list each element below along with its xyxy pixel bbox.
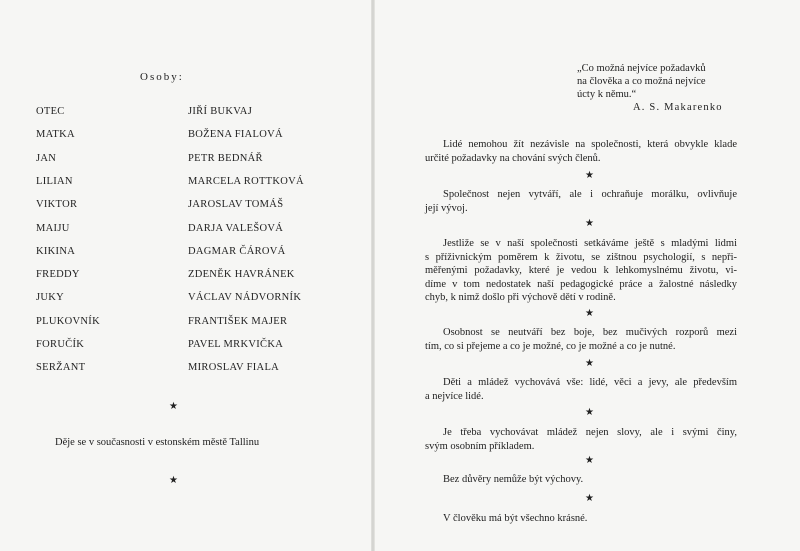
cast-row bbox=[0, 246, 372, 262]
text-paragraph bbox=[425, 138, 737, 165]
actor-name: FRANTIŠEK MAJER bbox=[188, 315, 288, 327]
text-paragraph bbox=[425, 426, 737, 453]
quote-author: A. S. Makarenko bbox=[633, 102, 723, 113]
star-ornament: ★ bbox=[585, 493, 594, 504]
role-name: PLUKOVNÍK bbox=[36, 315, 100, 327]
text-line: a nejvíce lidé. bbox=[425, 390, 484, 402]
role-name: FREDDY bbox=[36, 269, 80, 281]
actor-name: BOŽENA FIALOVÁ bbox=[188, 129, 283, 141]
text-paragraph bbox=[425, 237, 737, 305]
text-paragraph bbox=[425, 473, 737, 487]
text-line: Děti a mládež vychovává vše: lidé, věci a jevy, ale především bbox=[443, 377, 737, 388]
actor-name: DARJA VALEŠOVÁ bbox=[188, 222, 284, 234]
text-line: chyb, k nimž došlo při výchově dětí v rodině. bbox=[425, 292, 616, 304]
star-ornament: ★ bbox=[585, 407, 594, 418]
text-line: určité požadavky na chování svých členů. bbox=[425, 152, 601, 164]
actor-name: ZDENĚK HAVRÁNEK bbox=[188, 269, 295, 281]
cast-row bbox=[0, 339, 372, 355]
role-name: FORUČÍK bbox=[36, 339, 85, 350]
text-line: V člověku má být všechno krásné. bbox=[443, 513, 588, 524]
cast-row bbox=[0, 223, 372, 239]
cast-title: Osoby: bbox=[140, 71, 184, 83]
text-line: Bez důvěry nemůže být výchovy. bbox=[443, 474, 584, 485]
star-ornament: ★ bbox=[585, 170, 594, 181]
star-ornament: ★ bbox=[169, 401, 178, 412]
text-line: díme v tom nedostatek naší pedagogické práce a žalostné následky bbox=[425, 278, 737, 290]
text-line: svým osobním příkladem. bbox=[425, 440, 535, 452]
text-paragraph bbox=[425, 512, 737, 526]
role-name: VIKTOR bbox=[36, 199, 78, 211]
role-name: KIKINA bbox=[36, 245, 76, 257]
actor-name: VÁCLAV NÁDVORNÍK bbox=[188, 292, 302, 304]
actor-name: PETR BEDNÁŘ bbox=[188, 152, 263, 164]
quote-line: „Co možná nejvíce požadavků bbox=[577, 63, 706, 74]
text-line: Je třeba vychovávat mládež nejen slovy, ale i svými činy, bbox=[443, 427, 737, 438]
role-name: LILIAN bbox=[36, 175, 73, 187]
cast-row bbox=[0, 106, 372, 122]
role-name: SERŽANT bbox=[36, 362, 86, 374]
cast-row bbox=[0, 316, 372, 332]
actor-name: MARCELA ROTTKOVÁ bbox=[188, 175, 304, 187]
cast-row bbox=[0, 129, 372, 145]
star-ornament: ★ bbox=[585, 308, 594, 319]
role-name: JUKY bbox=[36, 292, 65, 304]
cast-row bbox=[0, 292, 372, 308]
text-line: Jestliže se v naší společnosti setkáváme ještě s mladými lidmi bbox=[443, 238, 737, 249]
setting-text: Děje se v současnosti v estonském městě Tallinu bbox=[55, 437, 260, 448]
actor-name: JAROSLAV TOMÁŠ bbox=[188, 199, 284, 211]
quote-line: na člověka a co možná nejvíce bbox=[577, 76, 706, 87]
role-name: MAIJU bbox=[36, 222, 70, 234]
role-name: MATKA bbox=[36, 129, 75, 141]
text-line: její vývoj. bbox=[425, 202, 468, 214]
text-paragraph bbox=[425, 326, 737, 353]
cast-row bbox=[0, 269, 372, 285]
text-line: měřenými požadavky, které je vedou k lehkomyslnému životu, vi- bbox=[425, 265, 737, 277]
actor-name: JIŘÍ BUKVAJ bbox=[188, 106, 253, 117]
star-ornament: ★ bbox=[585, 218, 594, 229]
text-line: tím, co si přejeme a co je možné, co je možné a co je nutné. bbox=[425, 340, 676, 352]
cast-row bbox=[0, 199, 372, 215]
actor-name: PAVEL MRKVIČKA bbox=[188, 339, 284, 350]
role-name: JAN bbox=[36, 152, 57, 164]
quote-line: úcty k němu.“ bbox=[577, 89, 637, 100]
epigraph-quote bbox=[577, 62, 777, 101]
actor-name: MIROSLAV FIALA bbox=[188, 362, 280, 374]
text-line: s příživnickým poměrem k životu, se zištnou psychologií, s nepři- bbox=[425, 251, 737, 263]
star-ornament: ★ bbox=[169, 475, 178, 486]
actor-name: DAGMAR ČÁROVÁ bbox=[188, 245, 286, 257]
star-ornament: ★ bbox=[585, 455, 594, 466]
role-name: OTEC bbox=[36, 106, 65, 117]
star-ornament: ★ bbox=[585, 358, 594, 369]
text-line: Osobnost se neutváří bez boje, bez mučivých rozporů mezi bbox=[443, 327, 737, 338]
cast-row bbox=[0, 176, 372, 192]
cast-row bbox=[0, 362, 372, 378]
cast-row bbox=[0, 153, 372, 169]
text-paragraph bbox=[425, 376, 737, 403]
text-line: Společnost nejen vytváří, ale i ochraňuje morálku, ovlivňuje bbox=[443, 189, 737, 200]
text-line: Lidé nemohou žít nezávisle na společnosti, která obvykle klade bbox=[443, 139, 737, 150]
text-paragraph bbox=[425, 188, 737, 215]
